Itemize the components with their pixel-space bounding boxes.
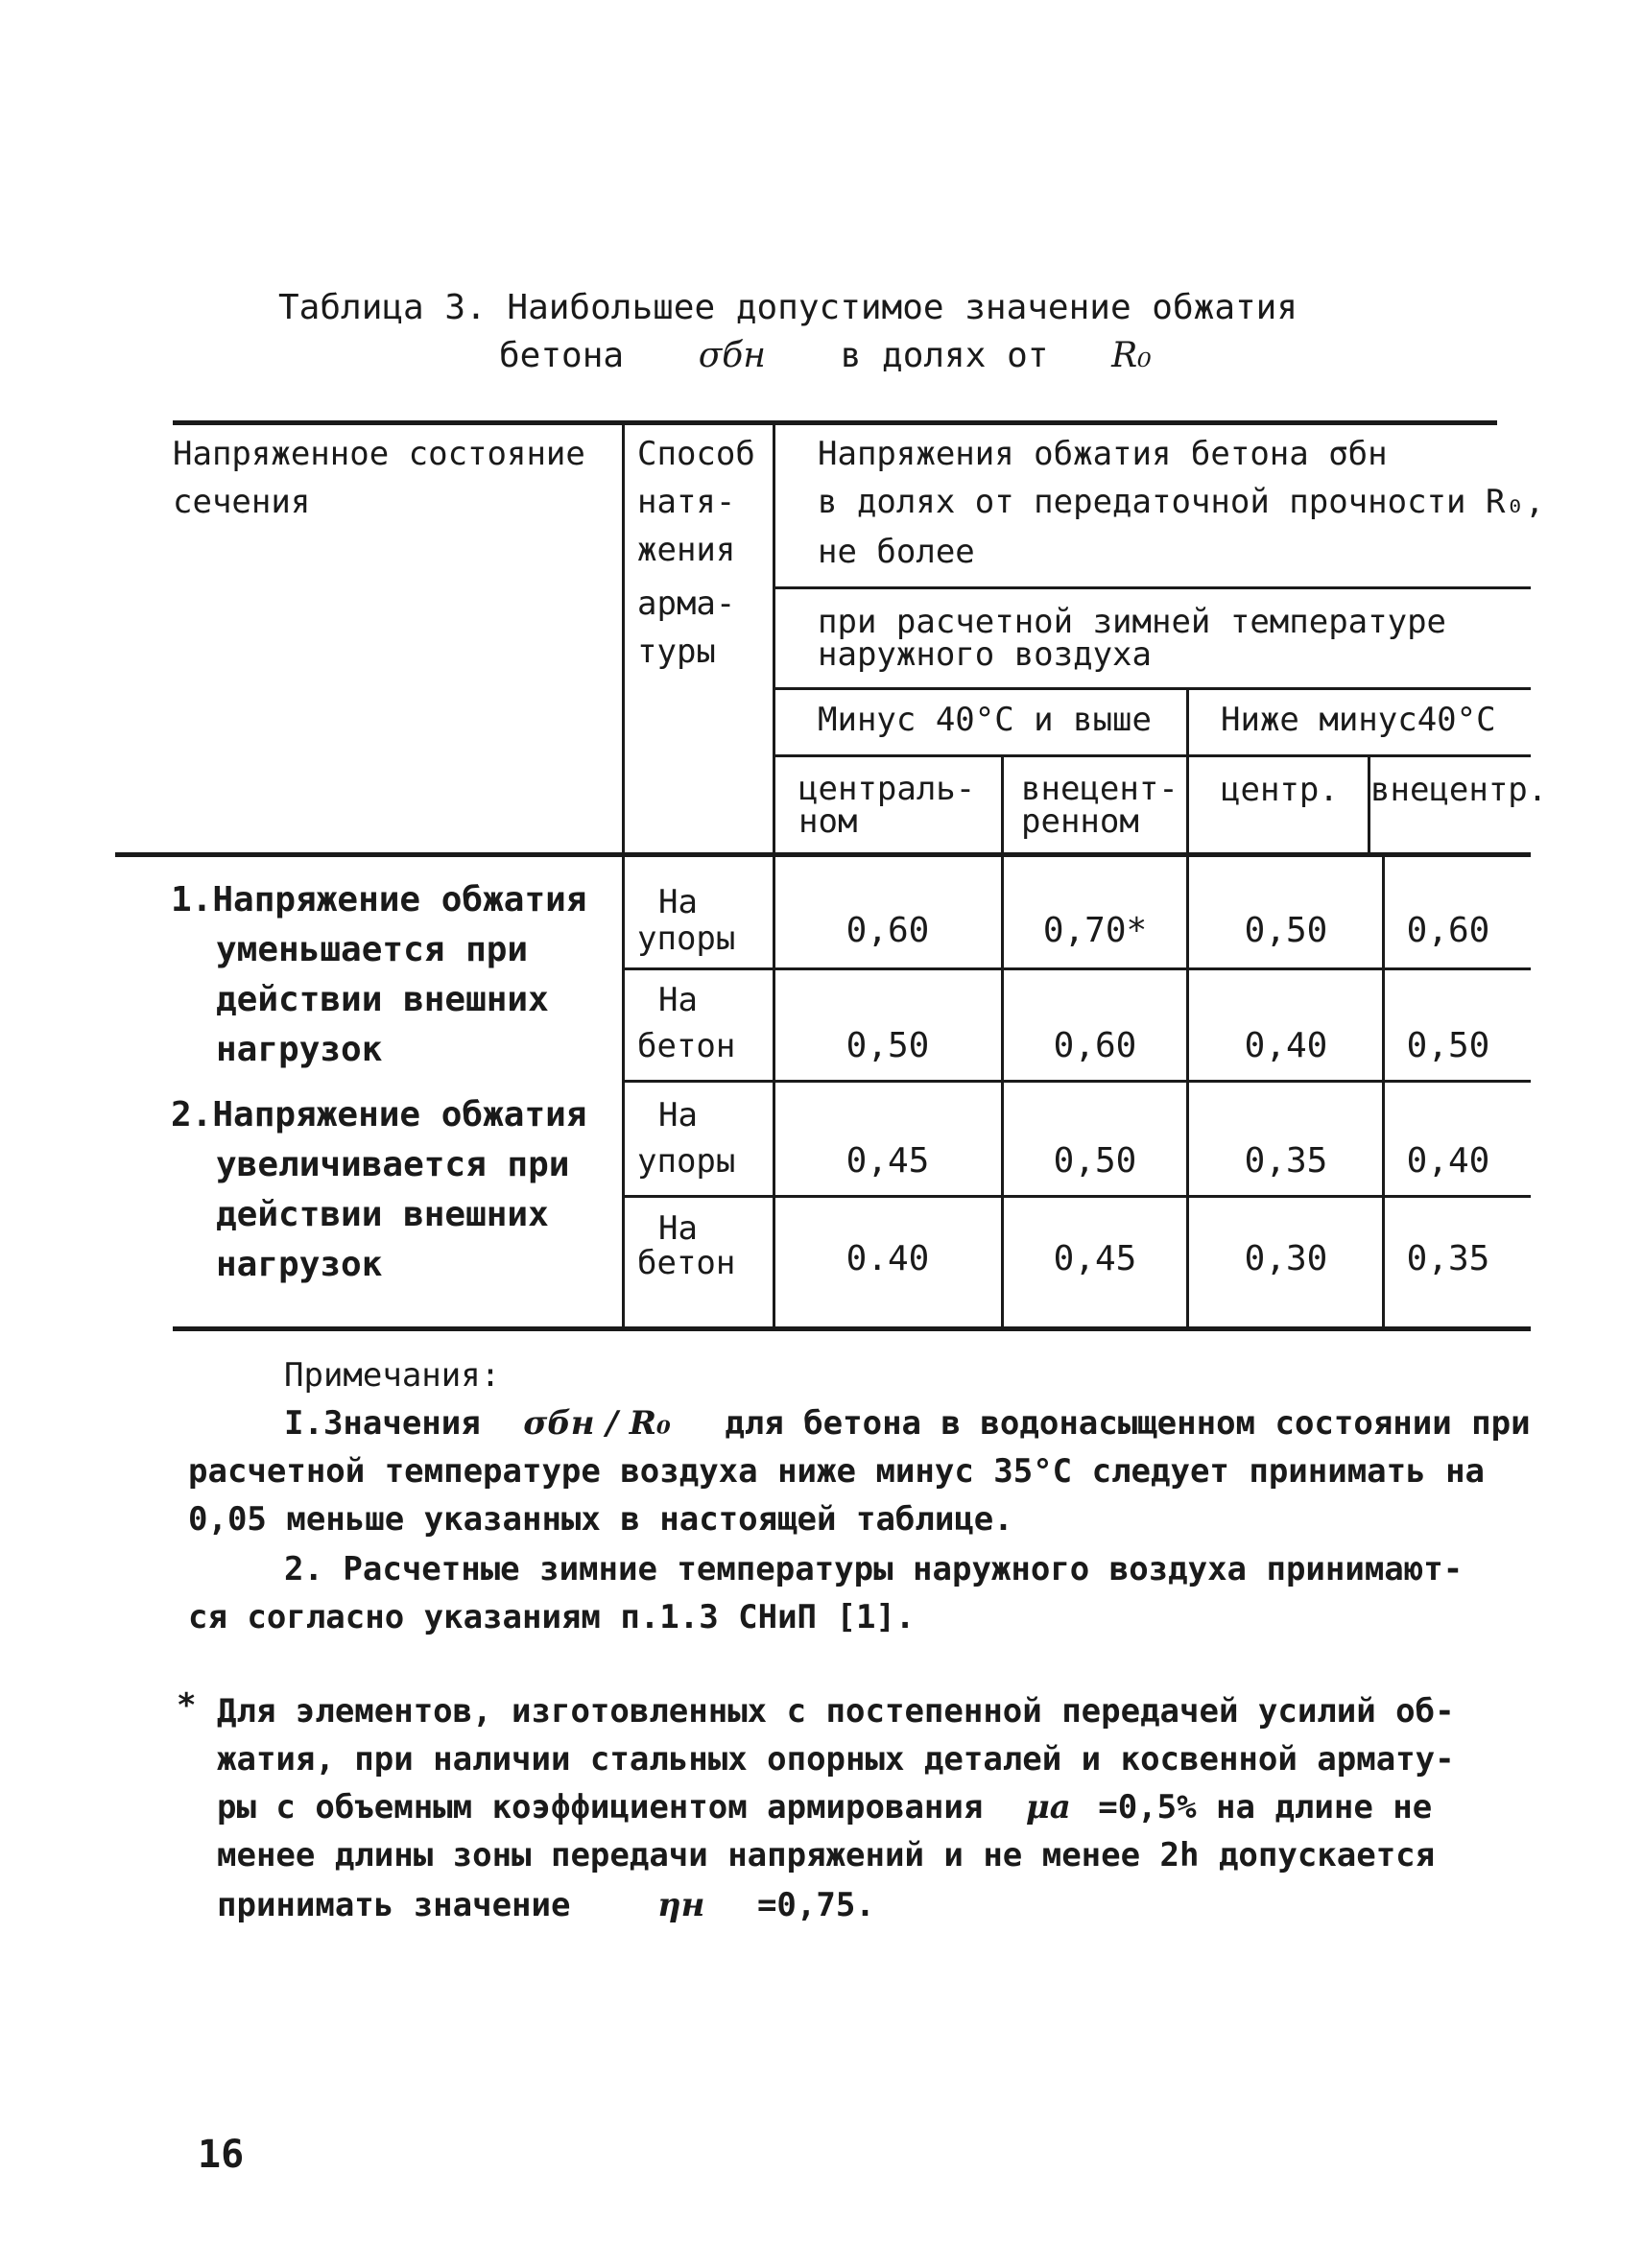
row1-central-b: 0,50 (1244, 911, 1328, 950)
header-stress-line1: Напряжения обжатия бетона σбн (818, 435, 1388, 473)
sub-eccentric-line1: внецент- (1021, 770, 1179, 808)
row2-central-b: 0,40 (1244, 1026, 1328, 1065)
note1-ratio-symbol: σбн / R₀ (523, 1404, 671, 1443)
header-state-line1: Напряженное состояние (173, 435, 585, 473)
footnote-l3-text: ры с объемным коэффициентом армирования (217, 1788, 984, 1826)
row2-central-a: 0,50 (845, 1026, 930, 1065)
state2-line1: 2.Напряжение обжатия (171, 1095, 587, 1134)
note1-rest: для бетона в водонасыщенном состоянии при (725, 1404, 1531, 1443)
header-temp-line2: наружного воздуха (818, 635, 1152, 674)
row3-eccentric-b: 0,40 (1406, 1141, 1490, 1181)
header-stress-line3: не более (818, 533, 975, 571)
row1-method-line1: На (658, 883, 698, 921)
note1-line2: расчетной температуре воздуха ниже минус 35°С следует принимать на (188, 1452, 1486, 1491)
header-method-line1: Способ (637, 435, 755, 473)
footnote-line4: менее длины зоны передачи напряжений и не менее 2h допускается (217, 1836, 1436, 1874)
group-minus40-and-above: Минус 40°С и выше (818, 701, 1152, 739)
note1-line3: 0,05 меньше указанных в настоящей таблице. (188, 1500, 1013, 1539)
row4-central-a: 0.40 (845, 1239, 930, 1278)
row1-eccentric-b: 0,60 (1406, 911, 1490, 950)
divider-state-method (622, 422, 625, 1329)
sub-eccentric-short: внецентр. (1370, 771, 1548, 809)
table-bottom-rule (173, 1326, 1531, 1331)
header-temp-line1: при расчетной зимней температуре (818, 603, 1447, 641)
header-state-line2: сечения (173, 483, 311, 521)
row2-rule (622, 1080, 1531, 1083)
state1-line4: нагрузок (216, 1030, 383, 1069)
row2-eccentric-a: 0,60 (1053, 1026, 1137, 1065)
state1-line1: 1.Напряжение обжатия (171, 880, 587, 919)
footnote-l5-rest: =0,75. (756, 1886, 875, 1924)
title-word-fraction: в долях от (840, 336, 1049, 375)
note2-line2: ся согласно указаниям п.1.3 СНиП [1]. (188, 1598, 916, 1636)
state2-line4: нагрузок (216, 1245, 383, 1284)
divider-method-values (773, 422, 775, 1329)
row3-method-line2: упоры (637, 1142, 736, 1181)
sub-central-short: центр. (1221, 771, 1339, 809)
row1-method-line2: упоры (637, 919, 736, 958)
header-method-line2: натя- (637, 483, 736, 521)
row3-eccentric-a: 0,50 (1053, 1141, 1137, 1181)
mu-symbol: μа (1025, 1788, 1071, 1826)
row2-method-line1: На (658, 981, 698, 1019)
header-method-line5: туры (637, 633, 716, 671)
header-method-line3: жения (637, 531, 736, 569)
footnote-line2: жатия, при наличии стальных опорных деталей и косвенной армату- (217, 1740, 1455, 1779)
row1-eccentric-a: 0,70* (1042, 911, 1148, 950)
row2-eccentric-b: 0,50 (1406, 1026, 1490, 1065)
header-bottom-rule (115, 852, 1531, 857)
row4-method-line1: На (658, 1209, 698, 1248)
state2-line3: действии внешних (216, 1195, 549, 1234)
divider-b1-b2-body (1382, 854, 1385, 1329)
row4-central-b: 0,30 (1244, 1239, 1328, 1278)
footnote-mark: * (177, 1686, 197, 1725)
table-top-rule (173, 420, 1497, 425)
footnote-l5-text: принимать значение (217, 1886, 571, 1924)
divider-group-a-b (1186, 689, 1189, 1329)
row4-method-line2: бетон (637, 1244, 736, 1282)
header-stress-line2: в долях от передаточной прочности R₀, (818, 483, 1545, 521)
rule-under-temp-header (773, 687, 1531, 690)
state1-line2: уменьшается при (216, 930, 529, 969)
row4-eccentric-a: 0,45 (1053, 1239, 1137, 1278)
row3-central-a: 0,45 (845, 1141, 930, 1181)
row4-eccentric-b: 0,35 (1406, 1239, 1490, 1278)
state2-line2: увеличивается при (216, 1145, 570, 1184)
footnote-line3 (217, 1783, 1432, 1831)
note1-line1 (284, 1399, 1531, 1447)
note1-prefix: I.Значения (284, 1404, 481, 1443)
row3-method-line1: На (658, 1096, 698, 1134)
title-word-concrete: бетона (499, 336, 625, 375)
sub-eccentric-line2: ренном (1021, 802, 1139, 841)
footnote-line1: Для элементов, изготовленных с постепенной передачей усилий об- (217, 1692, 1455, 1731)
rule-under-group-header (773, 754, 1531, 757)
footnote-line5 (217, 1881, 875, 1929)
table-title-line2 (499, 332, 1152, 380)
row3-rule (622, 1195, 1531, 1198)
table-title-line1: Таблица 3. Наибольшее допустимое значение обжатия (278, 288, 1298, 327)
sub-central-line2: ном (798, 802, 858, 841)
rule-under-stress-header (773, 586, 1531, 589)
notes-heading: Примечания: (284, 1356, 501, 1395)
row3-central-b: 0,35 (1244, 1141, 1328, 1181)
eta-symbol: ηн (656, 1886, 705, 1924)
row2-method-line2: бетон (637, 1027, 736, 1065)
group-below-minus40: Ниже минус40°С (1221, 701, 1496, 739)
page-number: 16 (198, 2133, 245, 2177)
note2-line1: 2. Расчетные зимние температуры наружного воздуха принимают- (284, 1550, 1464, 1588)
footnote-l3-rest: =0,5% на длине не (1098, 1788, 1433, 1826)
row1-rule (622, 967, 1531, 970)
sub-central-line1: централь- (798, 770, 976, 808)
row1-central-a: 0,60 (845, 911, 930, 950)
r0-symbol: R₀ (1111, 336, 1152, 375)
header-method-line4: арма- (637, 585, 736, 623)
sigma-symbol: σбн (698, 336, 766, 375)
state1-line3: действии внешних (216, 980, 549, 1019)
